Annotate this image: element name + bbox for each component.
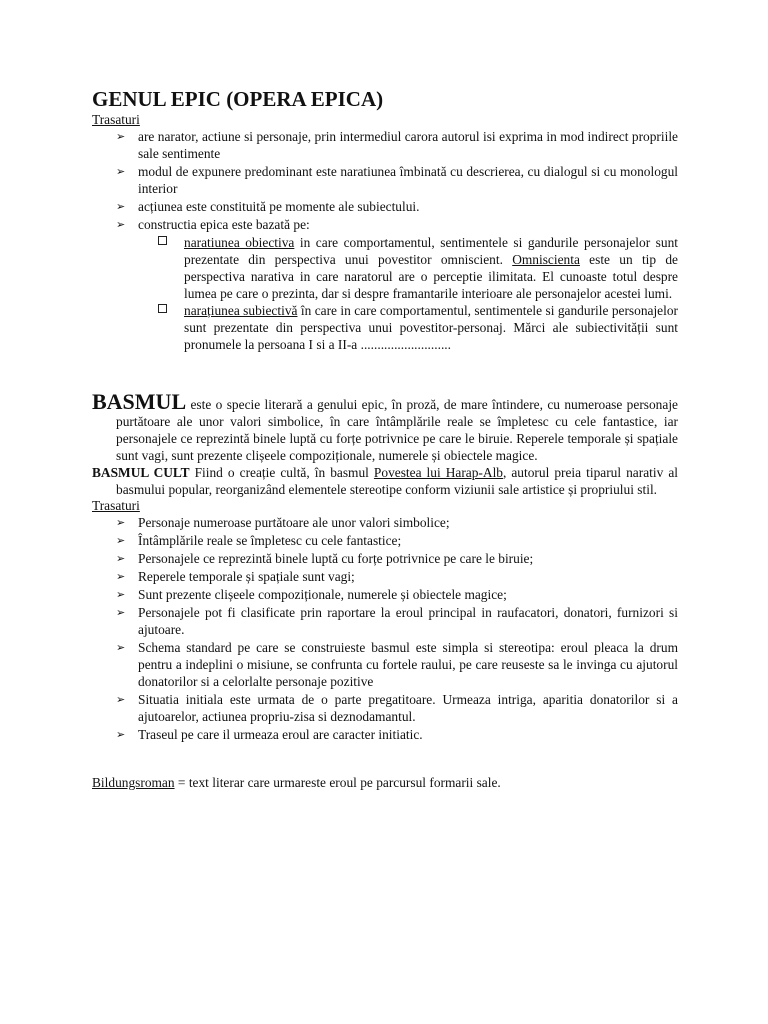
document-content xyxy=(92,86,678,791)
list-item: ➢ modul de expunere predominant este naratiunea îmbinată cu descrierea, cu dialogul si cu monologul interior xyxy=(116,164,678,196)
arrow-bullet-icon: ➢ xyxy=(116,130,126,143)
term-naratiunea-obiectiva: naratiunea obiectiva xyxy=(184,235,295,250)
narration-types-list xyxy=(92,234,678,353)
epic-features-list xyxy=(92,128,678,233)
trasaturi-label: Trasaturi xyxy=(92,112,140,127)
basm-features-list xyxy=(92,514,678,743)
arrow-bullet-icon: ➢ xyxy=(116,165,126,178)
arrow-bullet-icon: ➢ xyxy=(116,200,126,213)
arrow-bullet-icon: ➢ xyxy=(116,552,126,565)
basmul-cult-paragraph: BASMUL CULT Fiind o creație cultă, în basmul Povestea lui Harap-Alb, autorul preia tiparul narativ al basmului popular, reorganizând elementele stereotipe conform viziunii sale artistice și propriului stil. xyxy=(92,465,678,497)
list-item: narațiunea subiectivă în care in care comportamentul, sentimentele si gandurile personajelor sunt prezentate din perspectiva unui povestitor-personaj. Mărci ale subiectivității sunt pronumele la persoana I si a II-a ........................... xyxy=(158,302,678,353)
list-item: ➢ Personajele pot fi clasificate prin raportare la eroul principal in raufacatori, donatori, furnizori si ajutoare. xyxy=(116,605,678,637)
list-item: ➢ are narator, actiune si personaje, prin intermediul carora autorul isi exprima in mod indirect propriile sale sentimente xyxy=(116,129,678,161)
basmul-cult-label: BASMUL CULT xyxy=(92,465,190,480)
term-bildungsroman: Bildungsroman xyxy=(92,775,175,790)
arrow-bullet-icon: ➢ xyxy=(116,728,126,741)
arrow-bullet-icon: ➢ xyxy=(116,641,126,654)
basmul-definition: BASMUL este o specie literară a genului epic, în proză, de mare întindere, cu numeroase personaje purtătoare ale unor valori simbolice, în care întâmplările reale se împletesc cu cele fantastice, iar personajele ce reprezintă binele luptă cu forțe potrivnice pe care le biruie. Reperele temporale și spațiale sunt vagi, sunt prezente clișeele compoziționale, numerele și obiectele magice. xyxy=(92,389,678,463)
arrow-bullet-icon: ➢ xyxy=(116,693,126,706)
list-item: ➢ Personajele ce reprezintă binele luptă cu forțe potrivnice pe care le biruie; xyxy=(116,551,534,566)
arrow-bullet-icon: ➢ xyxy=(116,218,126,231)
list-item: ➢ Schema standard pe care se construieste basmul este simpla si stereotipa: eroul pleaca la drum pentru a indeplini o misiune, se confrunta cu fortele raului, pe care reuseste sa le invinga cu ajutorul donatorilor si a celorlalte personaje pozitive xyxy=(116,640,678,689)
list-item: ➢ Sunt prezente clișeele compoziționale, numerele și obiectele magice; xyxy=(116,587,507,602)
square-bullet-icon xyxy=(158,304,167,313)
list-item: ➢ acțiunea este constituită pe momente ale subiectului. xyxy=(116,199,420,214)
page-title: GENUL EPIC (OPERA EPICA) xyxy=(92,87,384,111)
basmul-heading: BASMUL xyxy=(92,389,187,414)
arrow-bullet-icon: ➢ xyxy=(116,570,126,583)
arrow-bullet-icon: ➢ xyxy=(116,534,126,547)
list-item: ➢ Întâmplările reale se împletesc cu cele fantastice; xyxy=(116,533,402,548)
list-item: ➢ Traseul pe care il urmeaza eroul are caracter initiatic. xyxy=(116,727,423,742)
work-title: Povestea lui Harap-Alb xyxy=(373,465,503,480)
square-bullet-icon xyxy=(158,236,167,245)
list-item: ➢ Personaje numeroase purtătoare ale unor valori simbolice; xyxy=(116,515,450,530)
trasaturi-label-2: Trasaturi xyxy=(92,498,140,513)
list-item: ➢ constructia epica este bazată pe: xyxy=(116,217,310,232)
arrow-bullet-icon: ➢ xyxy=(116,606,126,619)
list-item: ➢ Reperele temporale și spațiale sunt vagi; xyxy=(116,569,355,584)
arrow-bullet-icon: ➢ xyxy=(116,516,126,529)
term-omniscienta: Omniscienta xyxy=(512,252,580,267)
list-item: ➢ Situatia initiala este urmata de o parte pregatitoare. Urmeaza intriga, aparitia donatorilor si a ajutoarelor, actiunea propriu-zisa si deznodamantul. xyxy=(116,692,678,724)
term-naratiunea-subiectiva: narațiunea subiectivă xyxy=(184,303,298,318)
arrow-bullet-icon: ➢ xyxy=(116,588,126,601)
list-item: naratiunea obiectiva in care comportamentul, sentimentele si gandurile personajelor sunt prezentate din perspectiva unui povestitor omniscient. Omniscienta este un tip de perspectiva narativa in care naratorul are o perceptie ilimitata. El cunoaste totul despre lumea pe care o prezinta, dar si despre framantarile interioare ale personajelor acestei lumi. xyxy=(158,234,678,302)
bildungsroman-definition: Bildungsroman = text literar care urmareste eroul pe parcursul formarii sale. xyxy=(92,775,501,790)
